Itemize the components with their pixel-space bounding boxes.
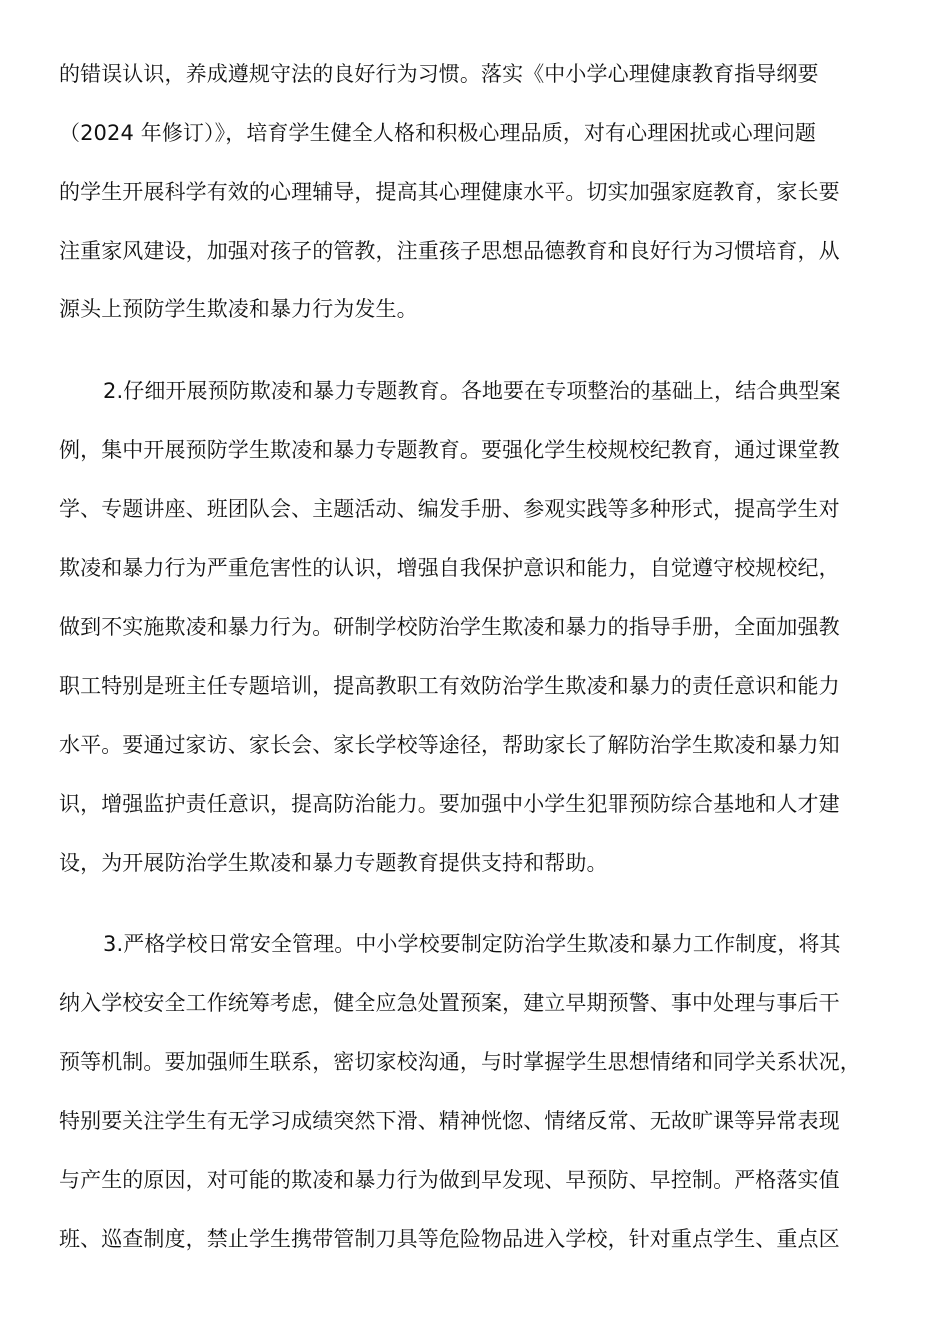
paragraph-1-line-4: 注重家风建设，加强对孩子的管教，注重孩子思想品德教育和良好行为习惯培育，从	[59, 239, 840, 263]
paragraph-1-line-1: 的错误认识，养成遵规守法的良好行为习惯。落实《中小学心理健康教育指导纲要	[59, 62, 819, 86]
paragraph-3-line-5: 与产生的原因，对可能的欺凌和暴力行为做到早发现、早预防、早控制。严格落实值	[59, 1168, 840, 1192]
paragraph-2-line-9: 设，为开展防治学生欺凌和暴力专题教育提供支持和帮助。	[59, 851, 608, 875]
paragraph-2-line-6: 职工特别是班主任专题培训，提高教职工有效防治学生欺凌和暴力的责任意识和能力	[59, 674, 840, 698]
paragraph-2-line-2: 例，集中开展预防学生欺凌和暴力专题教育。要强化学生校规校纪教育，通过课堂教	[59, 438, 840, 462]
paragraph-3-line-4: 特别要关注学生有无学习成绩突然下滑、精神恍惚、情绪反常、无故旷课等异常表现	[59, 1109, 840, 1133]
paragraph-3-line-2: 纳入学校安全工作统筹考虑，健全应急处置预案，建立早期预警、事中处理与事后干	[59, 991, 840, 1015]
paragraph-2-line-8: 识，增强监护责任意识，提高防治能力。要加强中小学生犯罪预防综合基地和人才建	[59, 792, 840, 816]
paragraph-3-line-3: 预等机制。要加强师生联系，密切家校沟通，与时掌握学生思想情绪和同学关系状况，	[59, 1050, 861, 1074]
paragraph-2-line-5: 做到不实施欺凌和暴力行为。研制学校防治学生欺凌和暴力的指导手册，全面加强教	[59, 615, 840, 639]
paragraph-1-line-5: 源头上预防学生欺凌和暴力行为发生。	[59, 297, 418, 321]
paragraph-2-line-3: 学、专题讲座、班团队会、主题活动、编发手册、参观实践等多种形式，提高学生对	[59, 497, 840, 521]
paragraph-3-line-6: 班、巡查制度，禁止学生携带管制刀具等危险物品进入学校，针对重点学生、重点区	[59, 1227, 840, 1251]
paragraph-1-line-3: 的学生开展科学有效的心理辅导，提高其心理健康水平。切实加强家庭教育，家长要	[59, 180, 840, 204]
paragraph-2-line-4: 欺凌和暴力行为严重危害性的认识，增强自我保护意识和能力，自觉遵守校规校纪，	[59, 556, 840, 580]
paragraph-2-line-7: 水平。要通过家访、家长会、家长学校等途径，帮助家长了解防治学生欺凌和暴力知	[59, 733, 840, 757]
paragraph-1-line-2: （2024 年修订）》，培育学生健全人格和积极心理品质，对有心理困扰或心理问题	[59, 121, 817, 145]
paragraph-2-line-1: 2.仔细开展预防欺凌和暴力专题教育。各地要在专项整治的基础上，结合典型案	[103, 379, 841, 403]
paragraph-3-line-1: 3.严格学校日常安全管理。中小学校要制定防治学生欺凌和暴力工作制度，将其	[103, 932, 841, 956]
